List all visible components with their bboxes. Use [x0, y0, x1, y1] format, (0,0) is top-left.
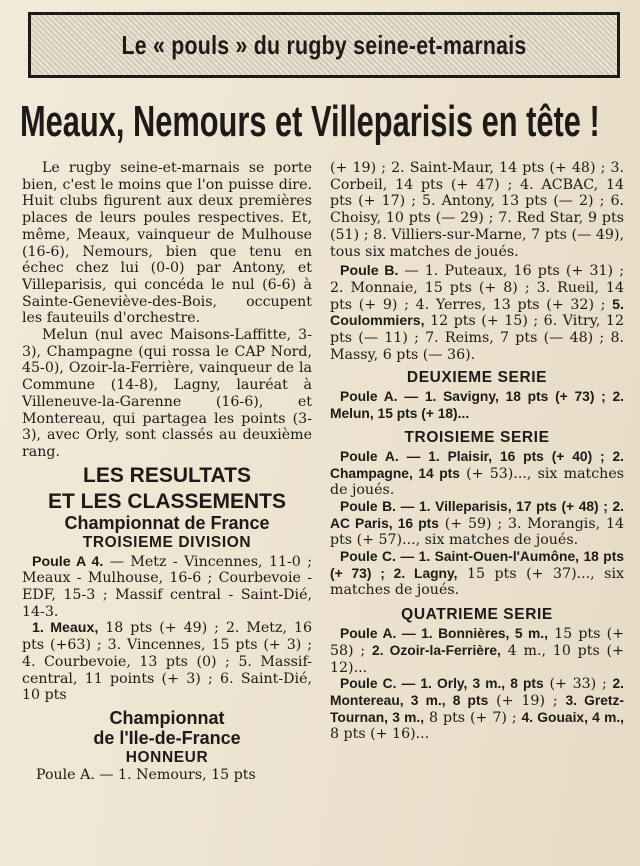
qs-poule-c-c: 8 pts (+ 7) ; [429, 709, 517, 726]
honneur-poule-a-continued: (+ 19) ; 2. Saint-Maur, 14 pts (+ 48) ; 3. Corbeil, 14 pts (+ 47) ; 4. ACBAC, 14 pts (+ 17) ; 5. Antony, 13 pts (— 2) ; 6. Choisy, 10 pts (— 29) ; 7. Red Star, 9 pts (51) ; 8. Villiers-sur-Marne, 7 pts (— 49), tous six matches de joués. [330, 160, 624, 260]
ts-poule-a-bold: Poule A. — 1. Plaisir, 16 pts (+ 40) ; 2. Champagne, 14 pts [330, 448, 624, 481]
poule-b-text-1: — 1. Puteaux, 16 pts (+ 31) ; 2. Monnaie, 15 pts (+ 8) ; 3. Rueil, 14 pts (+ 9) ; 4. Yerres, 13 pts (+ 32) ; [330, 263, 624, 313]
deuxieme-serie-poule-a: Poule A. — 1. Savigny, 18 pts (+ 73) ; 2. Melun, 15 pts (+ 18)... [330, 389, 624, 422]
deuxieme-serie-heading: DEUXIEME SERIE [406, 369, 548, 387]
qs-poule-c-a: (+ 33) ; [549, 676, 607, 693]
ts-poule-b-rest: (+ 59) ; 3. Morangis, 14 pts (+ 57)..., six matches de joués. [330, 515, 624, 549]
ts-poule-b [330, 499, 624, 549]
second-paragraph: Melun (nul avec Maisons-Laffitte, 3-3), Champagne (qui rossa le CAP Nord, 45-0), Ozoir-la-Ferrière, vainqueur de la Commune (14-8), Lagny, lauréat à Villeneuve-la-Garenne (16-6), et Montereau, qui partagea les points (3-3), avec Orly, sont classés au deuxième rang. [22, 327, 312, 460]
intro-paragraph: Le rugby seine-et-marnais se porte bien, c'est le moins que l'on puisse dire. Huit clubs figurent aux deux premières places de leurs poules respectives. Et, même, Meaux, vainqueur de Mulhouse (16-6), Nemours, bien que tenu en échec chez lui (0-0) par Antony, et Villeparisis, qui concéda le nul (6-6) à Sainte-Geneviève-des-Bois, occupent les fauteuils d'orchestre. [22, 160, 312, 327]
results-heading-1: LES RESULTATS [83, 463, 251, 487]
results-heading-2: ET LES CLASSEMENTS [47, 489, 287, 513]
right-column [330, 160, 624, 743]
ts-poule-a-rest: (+ 53)..., six matches de joués. [330, 465, 624, 499]
poule-a4-class-text: 18 pts (+ 49) ; 2. Metz, 16 pts (+63) ; 3. Vincennes, 15 pts (+ 3) ; 4. Courbevoie, 13 pts (0) ; 5. Massif-central, 11 points (+ 3) ; 6. Saint-Dié, 10 pts [22, 620, 312, 704]
qs-poule-c-b: (+ 19) ; [496, 692, 558, 709]
ts-poule-a [330, 449, 624, 499]
honneur-poule-a: Poule A. — 1. Nemours, 15 pts [36, 766, 256, 783]
qs-poule-a-bold: Poule A. — 1. Bonnières, 5 m., [340, 626, 548, 642]
qs-poule-c-montereau: 2. Montereau, 3 m., 8 pts [330, 676, 625, 708]
ts-poule-b-bold: Poule B. — 1. Villeparisis, 17 pts (+ 48) ; 2. AC Paris, 16 pts [330, 498, 624, 531]
qs-poule-c-bold: Poule C. — 1. Orly, 3 m., 8 pts [340, 676, 544, 692]
poule-a4-text: — Metz - Vincennes, 11-0 ; Meaux - Mulhouse, 16-6 ; Courbevoie - EDF, 15-3 ; Massif central - Saint-Dié, 14-3. [22, 553, 313, 620]
poule-a4-label: Poule A 4. [32, 553, 104, 570]
poule-a4-results [22, 554, 312, 621]
qs-poule-c [330, 676, 624, 743]
ts-poule-c-bold: Poule C. — 1. Saint-Ouen-l'Aumône, 18 pts (+ 73) ; 2. Lagny, [330, 549, 624, 581]
championnat-idf-heading-2: de l'Ile-de-France [93, 727, 241, 748]
qs-poule-a [330, 626, 624, 676]
qs-poule-c-d: 8 pts (+ 16)... [330, 726, 430, 743]
poule-b-paragraph [330, 263, 624, 363]
championnat-france-heading: Championnat de France [64, 512, 270, 533]
qs-poule-c-gretz: 3. Gretz-Tournan, 3 m., [330, 692, 625, 725]
banner-title: Le « pouls » du rugby seine-et-marnais [121, 29, 527, 60]
ts-poule-c-rest: 15 pts (+ 37)..., six matches de joués. [330, 565, 625, 599]
poule-a4-first: 1. Meaux, [32, 620, 99, 637]
troisieme-serie-heading: TROISIEME SERIE [404, 428, 550, 446]
championnat-idf-heading-1: Championnat [109, 707, 225, 728]
qs-poule-a-rest: 4 m., 10 pts (+ 12)... [330, 642, 624, 676]
poule-b-text-2: 12 pts (+ 15) ; 6. Vitry, 12 pts (— 11) ; 7. Reims, 7 pts (— 48) ; 8. Massy, 6 pts (— 36). [330, 313, 624, 363]
honneur-heading: HONNEUR [125, 748, 209, 766]
header-banner [28, 12, 620, 78]
qs-poule-c-gouaix: 4. Gouaix, 4 m., [521, 709, 625, 725]
qs-poule-a-mid: 15 pts (+ 58) ; [330, 626, 625, 659]
ts-poule-c [330, 549, 624, 599]
troisieme-division-heading: TROISIEME DIVISION [82, 533, 252, 551]
quatrieme-serie-heading: QUATRIEME SERIE [401, 606, 553, 624]
poule-b-label: Poule B. [340, 263, 399, 280]
qs-poule-a-ozoir: 2. Ozoir-la-Ferrière, [372, 642, 501, 658]
poule-b-coulommiers: 5. Coulommiers, [330, 296, 624, 330]
headline: Meaux, Nemours et Villeparisis en tête ! [20, 97, 600, 146]
left-column [22, 160, 312, 784]
poule-a4-classement [22, 620, 312, 704]
